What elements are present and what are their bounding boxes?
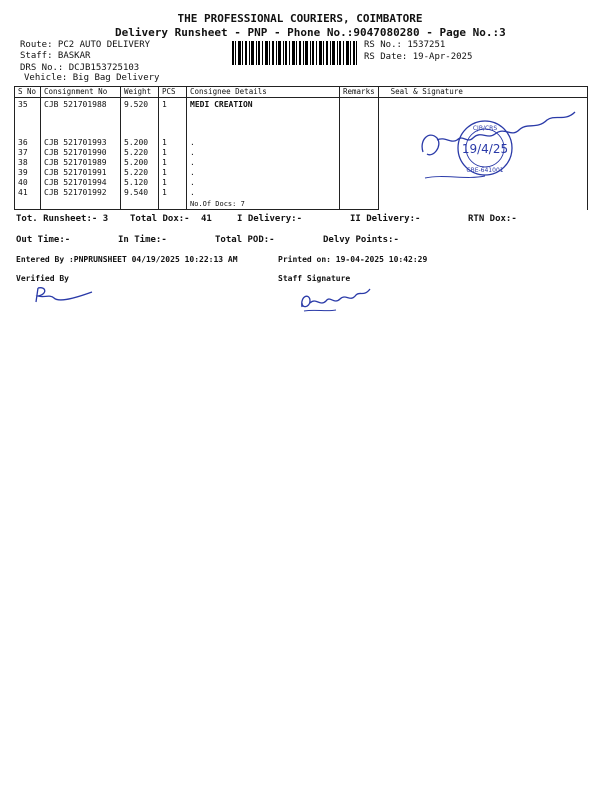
out-time: Out Time:-: [16, 235, 71, 245]
table-row: 41 CJB 521701992 9.540 1 .: [15, 188, 588, 198]
verified-by-label: Verified By: [16, 274, 69, 283]
i-delivery: I Delivery:-: [237, 214, 303, 224]
ii-delivery: II Delivery:-: [350, 214, 421, 224]
stamp-date-text: 19/4/25: [461, 142, 509, 156]
table-row: 40 CJB 521701994 5.120 1 .: [15, 178, 588, 188]
rs-number: RS No.: 1537251: [364, 40, 446, 50]
total-dox-label: Total Dox:-: [130, 214, 190, 224]
route-label: Route: PC2 AUTO DELIVERY: [20, 40, 151, 50]
table-row: 35 CJB 521701988 9.520 1 MEDI CREATION: [15, 98, 588, 138]
header-seal: Seal & Signature: [378, 87, 587, 98]
header-consignment: Consignment No: [41, 87, 121, 98]
vehicle-label: Vehicle: Big Bag Delivery: [24, 73, 160, 83]
table-header-row: [15, 87, 588, 98]
runsheet-subtitle: Delivery Runsheet - PNP - Phone No.:9047080280 - Page No.:3: [115, 26, 506, 39]
stamp-bottom-text: CBE-641001: [466, 167, 504, 174]
no-of-docs: No.Of Docs: 7: [187, 198, 340, 210]
entered-by: Entered By :PNPRUNSHEET 04/19/2025 10:22:13 AM: [16, 255, 238, 264]
total-dox-value: 41: [201, 214, 212, 224]
total-pod: Total POD:-: [215, 235, 275, 245]
header-weight: Weight: [121, 87, 159, 98]
verified-signature: [30, 284, 100, 306]
staff-signature: [296, 281, 376, 313]
printed-on: Printed on: 19-04-2025 10:42:29: [278, 255, 428, 264]
stamp-top-text: CJB/CRS: [472, 125, 498, 132]
barcode-image: [232, 41, 357, 65]
tot-runsheet: Tot. Runsheet:- 3: [16, 214, 109, 224]
rs-date: RS Date: 19-Apr-2025: [364, 52, 473, 62]
header-sno: S No: [15, 87, 41, 98]
company-title: THE PROFESSIONAL COURIERS, COIMBATORE: [177, 12, 423, 25]
in-time: In Time:-: [118, 235, 167, 245]
office-stamp: [455, 118, 515, 178]
table-row: 36 CJB 521701993 5.200 1 .: [15, 138, 588, 148]
staff-label: Staff: BASKAR: [20, 51, 91, 61]
header-remarks: Remarks: [340, 87, 379, 98]
header-pcs: PCS: [159, 87, 187, 98]
header-consignee: Consignee Details: [187, 87, 340, 98]
delvy-points: Delvy Points:-: [323, 235, 399, 245]
table-row: 38 CJB 521701989 5.200 1 .: [15, 158, 588, 168]
table-row: 37 CJB 521701990 5.220 1 .: [15, 148, 588, 158]
rtn-dox: RTN Dox:-: [468, 214, 517, 224]
table-row: 39 CJB 521701991 5.220 1 .: [15, 168, 588, 178]
staff-signature-label: Staff Signature: [278, 274, 351, 283]
drs-label: DRS No.: DCJB153725103: [20, 63, 140, 73]
